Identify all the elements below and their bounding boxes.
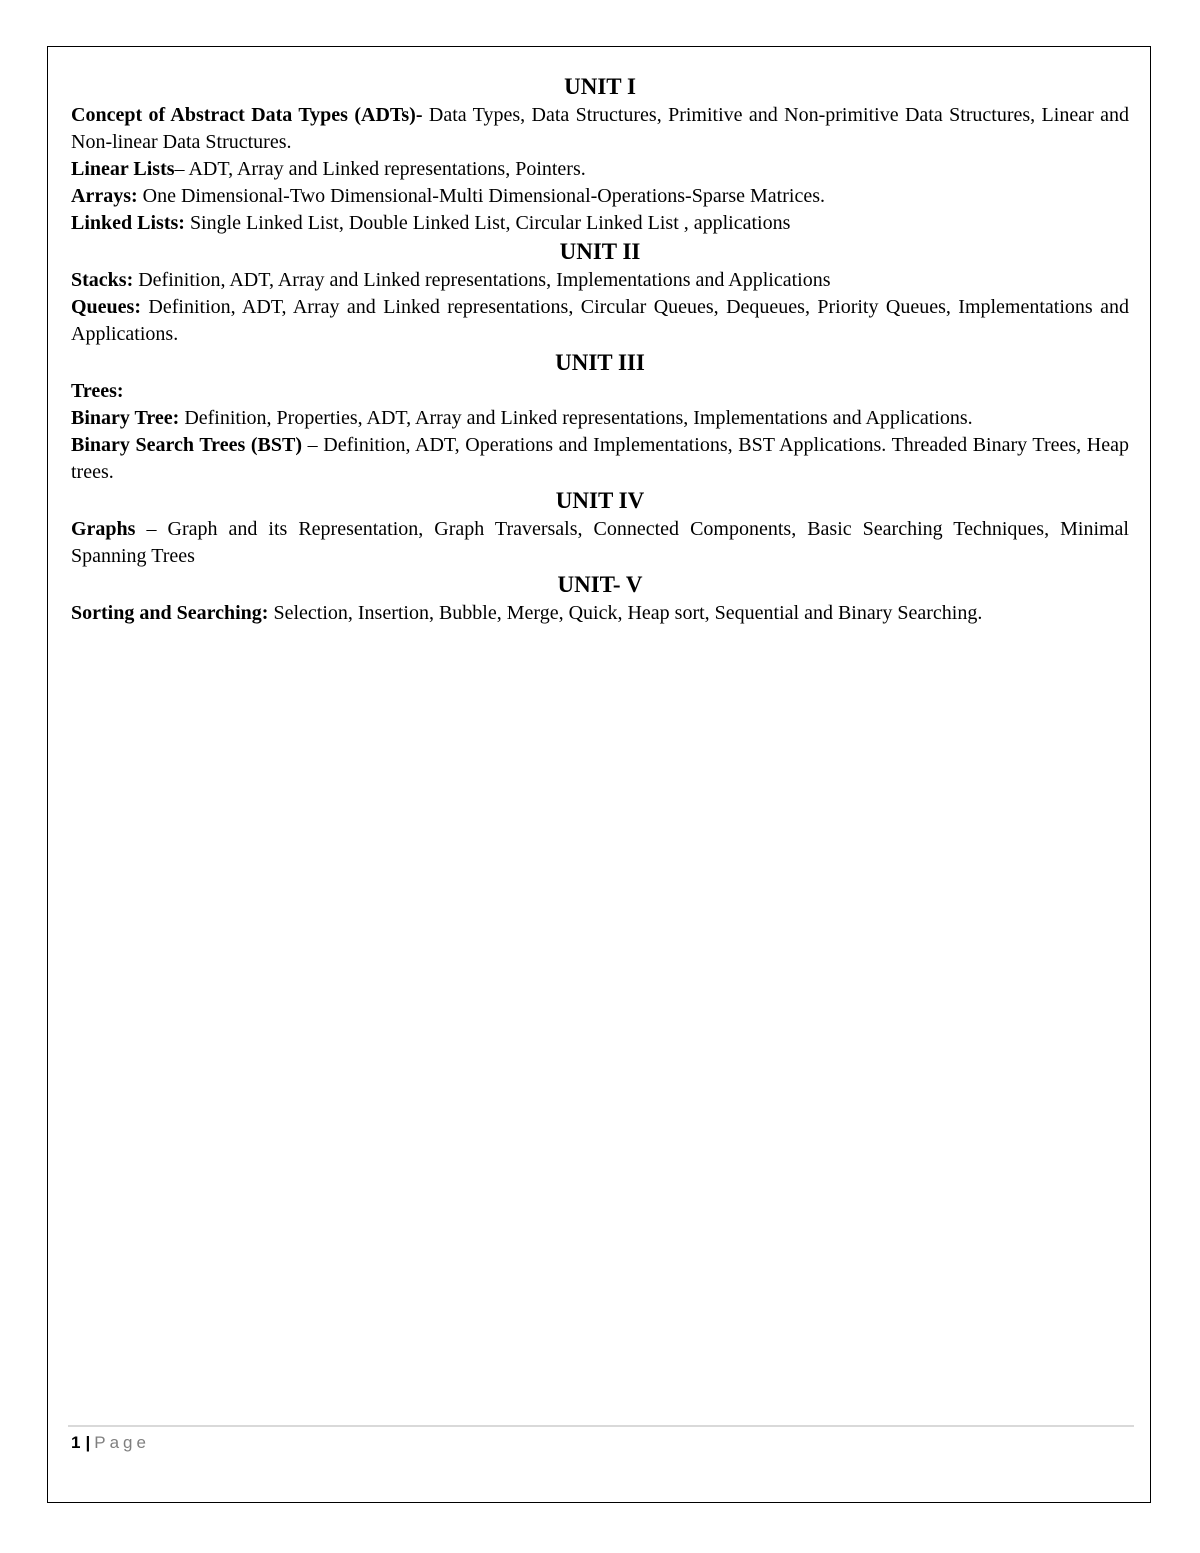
unit-1-topic-adt xyxy=(71,102,1129,156)
topic-label: Stacks: xyxy=(71,269,134,291)
unit-1-section xyxy=(71,72,1129,237)
topic-text: Definition, Properties, ADT, Array and Linked representations, Implementations and Applications. xyxy=(179,407,973,429)
topic-text: Selection, Insertion, Bubble, Merge, Quick, Heap sort, Sequential and Binary Searching. xyxy=(268,602,983,624)
topic-label: Graphs xyxy=(71,518,136,540)
topic-label: Concept of Abstract Data Types (ADTs)- xyxy=(71,104,423,126)
page-number: 1 xyxy=(71,1433,81,1452)
topic-label: Trees: xyxy=(71,380,124,402)
topic-text: Definition, ADT, Array and Linked representations, Implementations and Applications xyxy=(133,269,831,291)
syllabus-content xyxy=(71,72,1129,627)
unit-5-heading: UNIT- V xyxy=(557,572,643,597)
unit-1-topic-linked-lists xyxy=(71,210,1129,237)
unit-3-topic-trees xyxy=(71,378,1129,405)
topic-label: Linear Lists xyxy=(71,158,175,180)
unit-2-topic-stacks xyxy=(71,267,1129,294)
topic-text: – Definition, ADT, Operations and Implementations, BST Applications. Threaded Binary Trees, Heap trees. xyxy=(71,434,1129,483)
unit-2-section xyxy=(71,237,1129,348)
unit-1-topic-linear-lists xyxy=(71,156,1129,183)
unit-4-topic-graphs xyxy=(71,516,1129,570)
topic-label: Linked Lists: xyxy=(71,212,185,234)
unit-3-section xyxy=(71,348,1129,486)
topic-text: One Dimensional-Two Dimensional-Multi Dimensional-Operations-Sparse Matrices. xyxy=(137,185,825,207)
footer-divider xyxy=(68,1425,1134,1427)
unit-5-topic-sorting xyxy=(71,600,1129,627)
unit-3-topic-bst xyxy=(71,432,1129,486)
unit-5-section xyxy=(71,570,1129,627)
unit-3-heading: UNIT III xyxy=(555,350,645,375)
topic-text: Data Types, Data Structures, Primitive and Non-primitive Data Structures, Linear and Non-linear Data Structures. xyxy=(71,104,1129,153)
page-label: Page xyxy=(94,1433,150,1452)
topic-text: – Graph and its Representation, Graph Traversals, Connected Components, Basic Searching Techniques, Minimal Spanning Trees xyxy=(71,518,1129,567)
unit-4-heading: UNIT IV xyxy=(555,488,645,513)
topic-label: Queues: xyxy=(71,296,141,318)
page-footer xyxy=(71,1432,150,1454)
unit-3-topic-binary-tree xyxy=(71,405,1129,432)
unit-2-heading: UNIT II xyxy=(559,239,641,264)
topic-text: Single Linked List, Double Linked List, Circular Linked List , applications xyxy=(184,212,791,234)
topic-label: Binary Search Trees (BST) xyxy=(71,434,302,456)
footer-separator: | xyxy=(85,1433,91,1452)
unit-1-topic-arrays xyxy=(71,183,1129,210)
topic-label: Arrays: xyxy=(71,185,138,207)
topic-label: Binary Tree: xyxy=(71,407,180,429)
topic-text: – ADT, Array and Linked representations, Pointers. xyxy=(174,158,586,180)
unit-1-heading: UNIT I xyxy=(564,74,636,99)
topic-label: Sorting and Searching: xyxy=(71,602,269,624)
topic-text: Definition, ADT, Array and Linked representations, Circular Queues, Dequeues, Priority Queues, Implementations and Applications. xyxy=(71,296,1129,345)
unit-4-section xyxy=(71,486,1129,570)
unit-2-topic-queues xyxy=(71,294,1129,348)
